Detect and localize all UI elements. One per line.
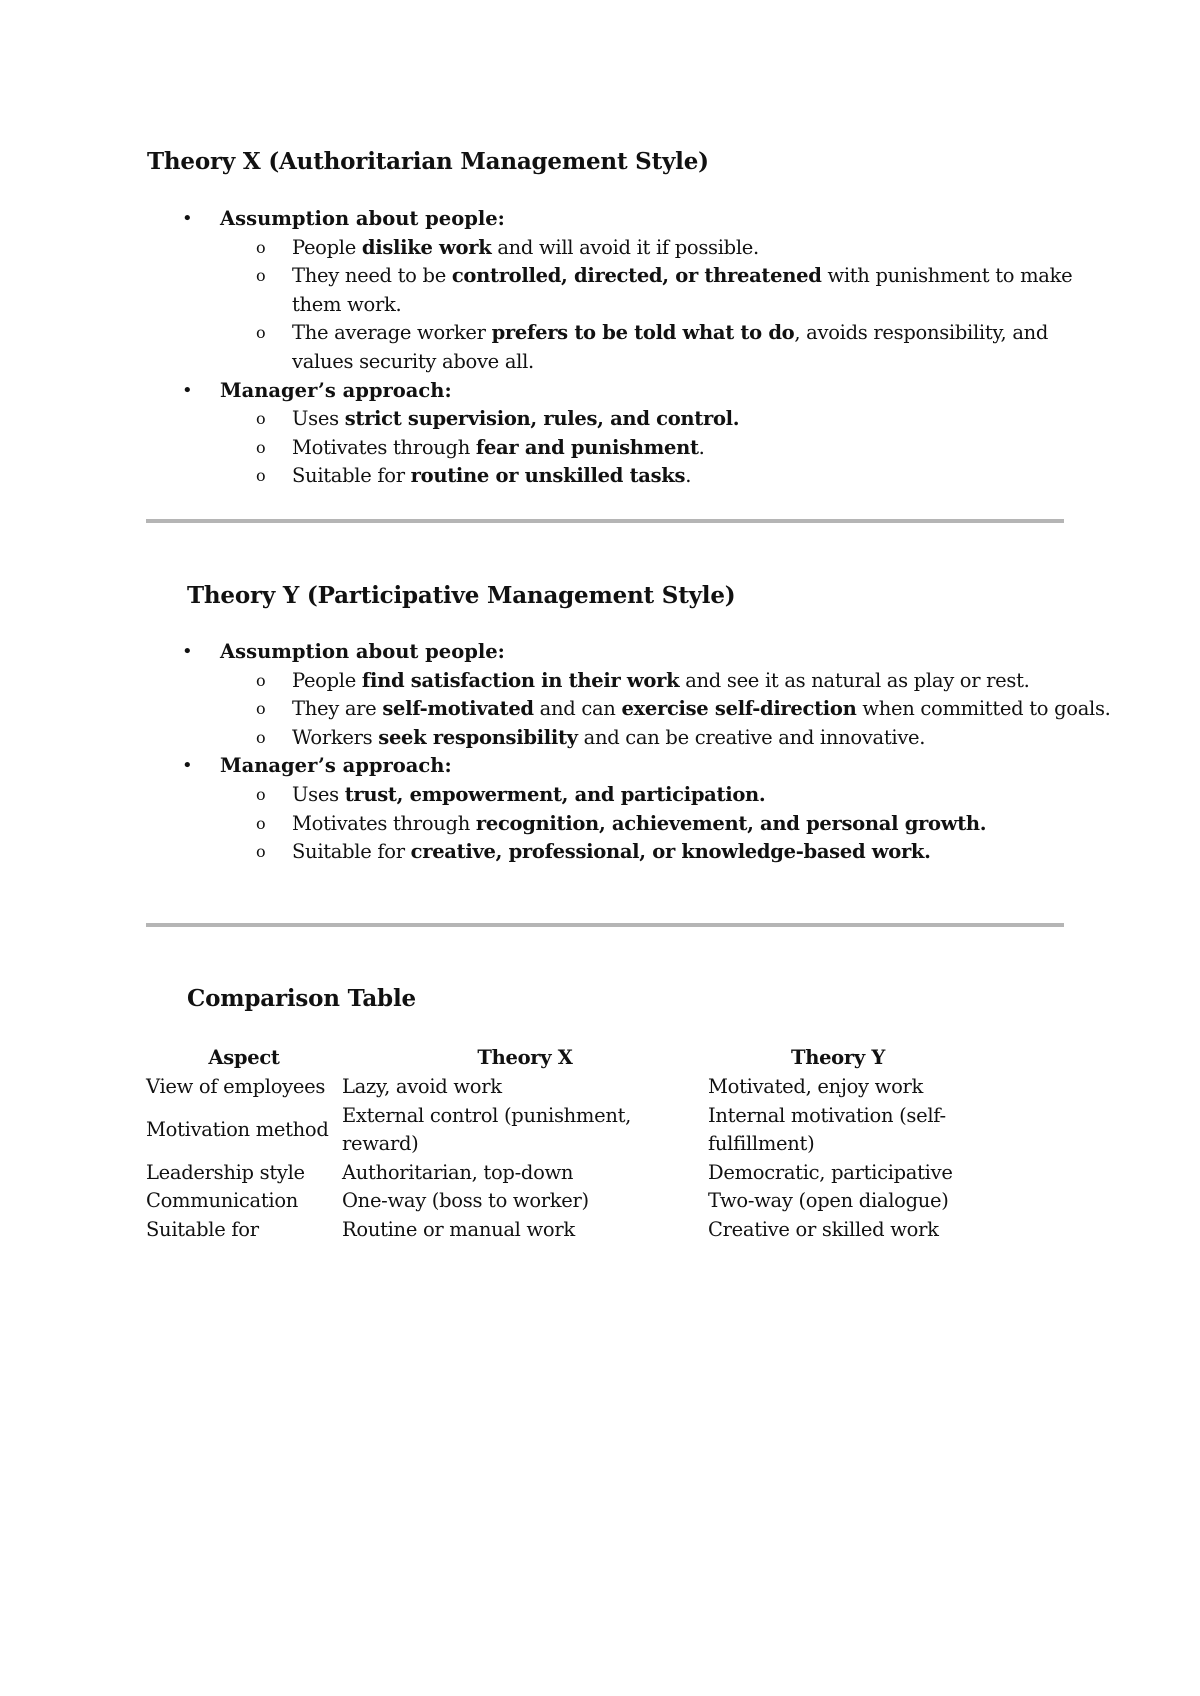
sub-bullet-icon: o — [256, 842, 266, 862]
bullet-icon: • — [182, 208, 193, 229]
sub-bullet-icon: o — [256, 409, 266, 429]
item-emphasis: trust, empowerment, and participation. — [344, 782, 766, 806]
list-item — [220, 695, 1112, 724]
table-cell: Suitable for — [146, 1217, 259, 1241]
item-text: Suitable for — [292, 464, 411, 488]
table-row — [146, 1073, 968, 1102]
table-cell: Authoritarian, top-down — [342, 1160, 574, 1184]
list-item — [220, 262, 1112, 319]
item-emphasis: strict supervision, rules, and control. — [344, 407, 740, 431]
bullet-icon: • — [182, 755, 193, 777]
sub-bullet-icon: o — [256, 727, 266, 747]
item-emphasis: seek responsibility — [378, 725, 578, 749]
table-cell: Motivation method — [146, 1117, 329, 1141]
item-emphasis: controlled, directed, or threatened — [451, 264, 822, 288]
sub-bullet-icon: o — [256, 237, 266, 257]
item-text: Workers — [292, 725, 379, 749]
column-header-aspect: Aspect — [208, 1045, 280, 1069]
item-text: They are — [292, 697, 383, 721]
list-item — [220, 405, 1112, 434]
theory-y-assumption-items — [220, 667, 1111, 753]
sub-bullet-icon: o — [256, 323, 266, 343]
list-item — [220, 810, 1112, 839]
bullet-icon: • — [182, 641, 193, 662]
table-row — [146, 1159, 968, 1188]
column-header-theory-x: Theory X — [477, 1045, 573, 1069]
theory-x-title: Theory X (Authoritarian Management Style) — [147, 148, 709, 175]
comparison-table — [146, 1041, 968, 1245]
table-cell: Creative or skilled work — [708, 1217, 939, 1241]
item-emphasis: dislike work — [361, 235, 492, 259]
theory-x-assumption-section — [180, 205, 1080, 377]
bullet-icon: • — [182, 379, 193, 401]
table-cell: External control (punishment, reward) — [342, 1103, 632, 1156]
theory-y-assumption-section — [180, 638, 1111, 752]
theory-y-assumption-label: Assumption about people: — [220, 640, 505, 663]
sub-bullet-icon: o — [256, 437, 266, 457]
comparison-title: Comparison Table — [187, 985, 416, 1012]
table-cell: Two-way (open dialogue) — [708, 1189, 949, 1213]
item-text: People — [292, 668, 362, 692]
item-text: and can — [533, 697, 622, 721]
item-text: when committed to goals. — [856, 697, 1111, 721]
section-divider — [146, 519, 1064, 523]
item-emphasis: fear and punishment — [475, 435, 699, 459]
item-text: They need to be — [292, 264, 452, 288]
table-cell: One-way (boss to worker) — [342, 1189, 589, 1213]
table-cell: View of employees — [146, 1075, 326, 1098]
item-text: Motivates through — [292, 435, 476, 459]
item-text: The average worker — [292, 321, 492, 345]
item-emphasis: find satisfaction in their work — [361, 668, 680, 692]
table-cell: Leadership style — [146, 1160, 305, 1184]
item-text: and will avoid it if possible. — [491, 235, 759, 259]
item-text: Motivates through — [292, 811, 476, 835]
item-text: . — [685, 464, 692, 488]
list-item — [220, 234, 1112, 263]
theory-y-title: Theory Y (Participative Management Style) — [187, 582, 736, 609]
sub-bullet-icon: o — [256, 670, 266, 690]
list-item — [220, 781, 1112, 810]
theory-y-approach-section — [180, 752, 1080, 866]
table-cell: Democratic, participative — [708, 1160, 953, 1184]
column-header-theory-y: Theory Y — [790, 1045, 885, 1069]
theory-x-list — [180, 205, 1080, 491]
table-cell: Communication — [146, 1189, 299, 1213]
sub-bullet-icon: o — [256, 466, 266, 486]
section-divider — [146, 923, 1064, 927]
theory-y-list — [180, 638, 1111, 867]
item-text: Uses — [292, 782, 345, 806]
list-item — [220, 462, 1112, 491]
list-item — [220, 319, 1112, 376]
table-cell: Routine or manual work — [342, 1217, 575, 1241]
item-text: Suitable for — [292, 840, 411, 864]
theory-x-assumption-label: Assumption about people: — [220, 207, 505, 230]
theory-x-approach-label: Manager’s approach: — [220, 378, 452, 402]
item-emphasis: self-motivated — [382, 697, 534, 721]
table-cell: Motivated, enjoy work — [708, 1075, 924, 1098]
item-emphasis: recognition, achievement, and personal growth. — [475, 811, 987, 835]
theory-x-assumption-items — [220, 234, 1080, 377]
theory-y-approach-items — [220, 781, 1080, 867]
item-text: Uses — [292, 407, 345, 431]
table-cell: Internal motivation (self-fulfillment) — [708, 1103, 946, 1156]
item-emphasis: exercise self-direction — [621, 697, 857, 721]
item-text: with punishment to make them work. — [292, 264, 1073, 316]
item-text: People — [292, 235, 362, 259]
table-row — [146, 1187, 968, 1216]
list-item — [220, 724, 1112, 753]
table-row — [146, 1102, 968, 1159]
item-emphasis: prefers to be told what to do — [491, 321, 795, 345]
theory-x-approach-section — [180, 377, 1080, 491]
theory-y-approach-label: Manager’s approach: — [220, 754, 452, 778]
item-text: and can be creative and innovative. — [577, 725, 926, 749]
theory-x-approach-items — [220, 405, 1080, 491]
table-cell: Lazy, avoid work — [342, 1075, 502, 1098]
table-row — [146, 1216, 968, 1245]
item-emphasis: creative, professional, or knowledge-based work. — [410, 840, 931, 864]
list-item — [220, 838, 1112, 867]
list-item — [220, 434, 1112, 463]
sub-bullet-icon: o — [256, 266, 266, 286]
sub-bullet-icon: o — [256, 699, 266, 719]
item-emphasis: routine or unskilled tasks — [410, 464, 686, 488]
table-header-row — [146, 1041, 968, 1073]
list-item — [220, 667, 1112, 696]
sub-bullet-icon: o — [256, 784, 266, 804]
sub-bullet-icon: o — [256, 813, 266, 833]
item-text: and see it as natural as play or rest. — [679, 668, 1030, 692]
item-text: , avoids responsibility, and values security above all. — [292, 321, 1049, 373]
item-text: . — [698, 435, 705, 459]
